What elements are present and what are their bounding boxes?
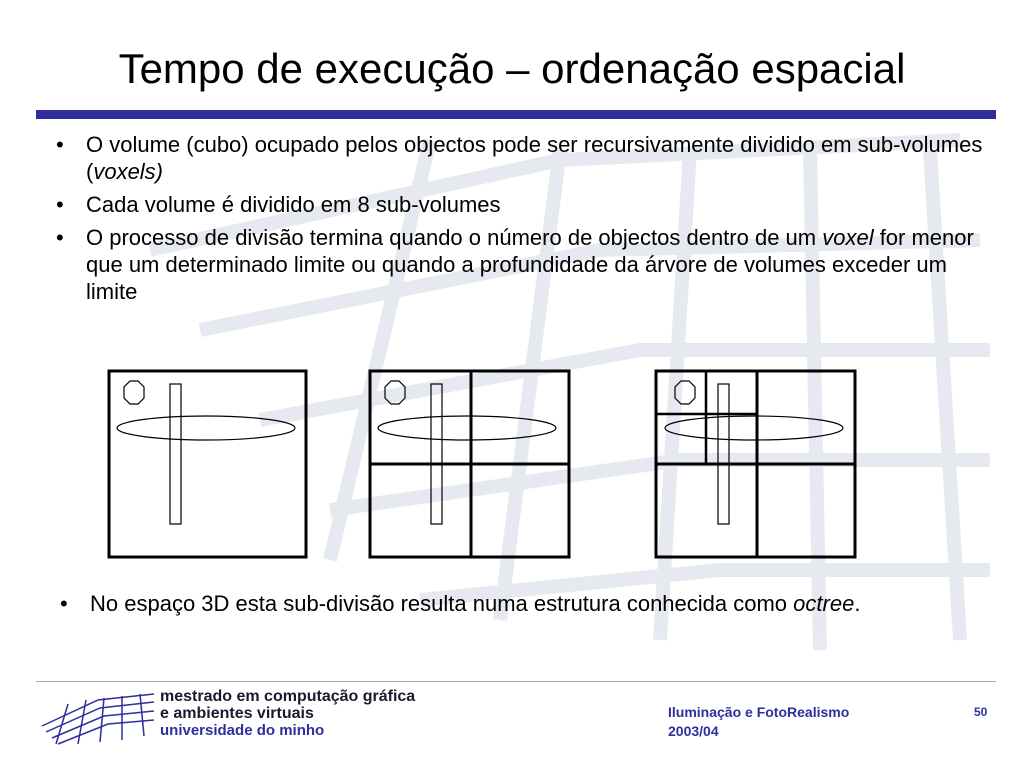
footer-rule [36,681,996,682]
course-title: Iluminação e FotoRealismo [668,704,850,720]
bullet-list-bottom [52,590,1002,623]
bullet-text: No espaço 3D esta sub-divisão resulta numa estrutura conhecida como [90,591,794,616]
octagon-object [385,381,405,404]
ellipse-object [378,416,556,440]
footer-logo-line2: e ambientes virtuais [160,705,314,722]
bullet-italic-term: voxels) [93,159,164,184]
footer-program-text [160,688,415,739]
bar-object [718,384,729,524]
course-year: 2003/04 [668,723,719,739]
bullet-text-after: . [854,591,861,616]
bullet-text-after: for menor que um determinado limite ou quando a profundidade da árvore de volumes exceder um limite [86,225,974,304]
ellipse-object [665,416,843,440]
page-number: 50 [974,705,988,719]
slide-title: Tempo de execução – ordenação espacial [118,45,906,92]
bar-object [170,384,181,524]
footer-logo-line1: mestrado em computação gráfica [160,688,416,705]
ellipse-object [117,416,295,440]
octagon-object [124,381,144,404]
bullet-italic-term: voxel [822,225,874,250]
footer-logo-line3: universidade do minho [160,722,325,739]
bullet-text: O processo de divisão termina quando o número de objectos dentro de um [86,225,823,250]
bar-object [431,384,442,524]
panel-frame [109,371,306,557]
bullet-italic-term: octree [793,591,855,616]
bullet-text: Cada volume é dividido em 8 sub-volumes [86,192,501,217]
octagon-object [675,381,695,404]
diagram-panel-3 [656,371,855,557]
bullet-item [52,590,1002,617]
diagram-panel-1 [109,371,306,557]
mcgav-logo-icon [38,686,158,748]
bullet-text: O volume (cubo) ocupado pelos objectos pode ser recursivamente dividido em sub-volumes ( [86,132,983,184]
footer-course-info [668,703,849,741]
diagram-panel-2 [370,371,569,557]
